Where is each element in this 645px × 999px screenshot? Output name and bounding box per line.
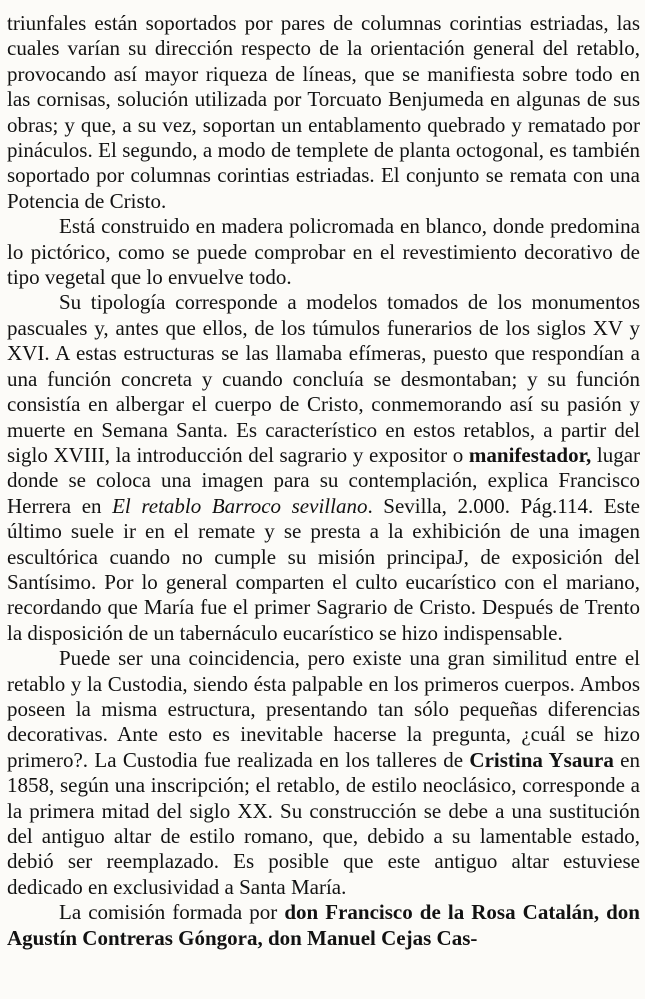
paragraph-5-text: La comisión formada por <box>59 900 285 925</box>
paragraph-1 <box>7 11 640 214</box>
paragraph-2 <box>7 214 640 290</box>
workshop-name: Cristina Ysaura <box>469 747 614 772</box>
paragraph-5 <box>7 900 640 951</box>
paragraph-3-text: lugar donde se coloca una imagen para su contemplación, explica Francisco Herrera en <box>7 442 641 518</box>
paragraph-4-text: Puede ser una coincidencia, pero existe una gran similitud entre el retablo y la Custodia, siendo ésta palpable en los primeros cuerpos. Ambos poseen la misma estructura, presentando tan sólo pequeñas diferencias decorativas. Ante esto es inevitable hacerse la pregunta, ¿cuál se hizo primero?. La Custodia fue realizada en los talleres de <box>7 646 640 772</box>
paragraph-4-text: en 1858, según una inscripción; el retablo, de estilo neoclásico, corresponde a la primera mitad del siglo XX. Su construcción se debe a una sustitución del antiguo altar de estilo romano, que, debido a su lamentable estado, debió ser reemplazado. Es posible que este antiguo altar estuviese dedicado en exclusividad a Santa María. <box>7 747 641 899</box>
paragraph-1-text: triunfales están soportados por pares de columnas corintias estriadas, las cuales varían su dirección respecto de la orientación general del retablo, provocando así mayor riqueza de líneas, que se manifiesta sobre todo en las cornisas, solución utilizada por Torcuato Benjumeda en algunas de sus obras; y que, a su vez, soportan un entablamento quebrado y rematado por pináculos. El segundo, a modo de templete de planta octogonal, es también soportado por columnas corintias estriadas. El conjunto se remata con una Potencia de Cristo. <box>7 11 640 213</box>
paragraph-4 <box>7 646 640 900</box>
book-title: El retablo Barroco sevillano <box>112 493 368 518</box>
paragraph-3-bold-term: manifestador, <box>468 442 592 467</box>
paragraph-3 <box>7 290 640 646</box>
paragraph-3-text: . Sevilla, 2.000. Pág.114. Este último suele ir en el remate y se presta a la exhibición de una imagen escultórica cuando no cumple su misión principaJ, de exposición del Santísimo. Por lo general comparten el culto eucarístico con el mariano, recordando que María fue el primer Sagrario de Cristo. Después de Trento la disposición de un tabernáculo eucarístico se hizo indispensable. <box>7 493 641 645</box>
paragraph-3-text: Su tipología corresponde a modelos tomados de los monumentos pascuales y, antes que ellos, de los túmulos funerarios de los siglos XV y XVI. A estas estructuras se las llamaba efímeras, puesto que respondían a una función concreta y cuando concluía se desmontaban; y su función consistía en albergar el cuerpo de Cristo, conmemorando así su pasión y muerte en Semana Santa. Es característico en estos retablos, a partir del siglo XVIII, la introducción del sagrario y expositor o <box>7 290 640 467</box>
paragraph-2-text: Está construido en madera policromada en blanco, donde predomina lo pictórico, como se puede comprobar en el revestimiento decorativo de tipo vegetal que lo envuelve todo. <box>7 214 640 290</box>
commission-names: don Francisco de la Rosa Catalán, don Agustín Contreras Góngora, don Manuel Cejas Cas- <box>7 900 640 950</box>
